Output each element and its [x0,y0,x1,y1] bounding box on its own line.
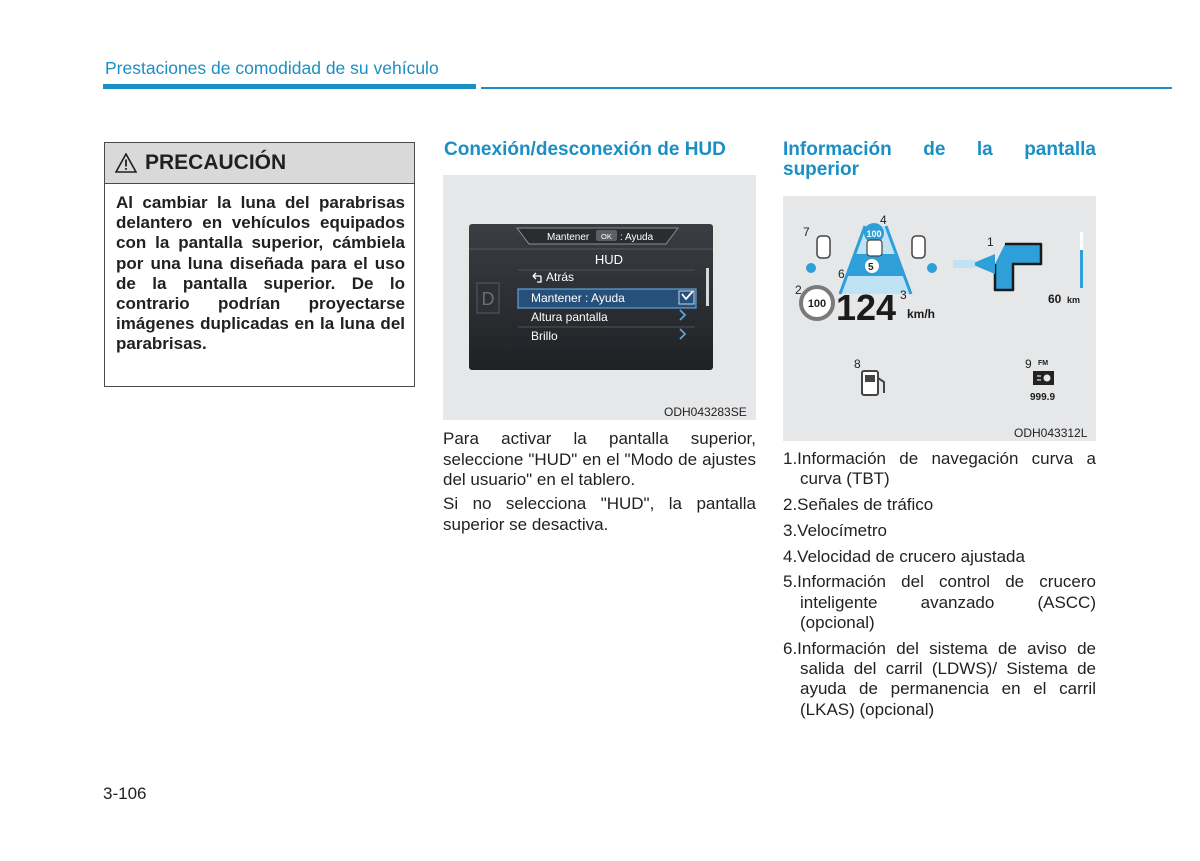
callout-9: 9 [1025,357,1032,371]
paragraph-activate: Para activar la pantalla superior, seleccione "HUD" en el "Modo de ajustes del usuario" en el tablero. [443,429,756,489]
info-heading-line2: superior [783,159,860,180]
menu-item-height: Altura pantalla [531,310,608,324]
list-item: 3.Velocímetro [783,520,887,540]
menu-item-brightness: Brillo [531,329,558,343]
turn-arrow-icon [953,244,1041,290]
header-rule-thick [103,84,476,89]
page-number: 3-106 [103,784,147,803]
blind-spot-left-icon [806,263,816,273]
speed-sign-value: 100 [807,298,827,310]
callout-1: 1 [987,235,994,249]
gear-indicator: D [481,289,495,309]
speed-value: 124 [836,287,897,328]
caution-title: PRECAUCIÓN [145,151,287,174]
figure-code: ODH043283SE [664,405,747,419]
list-item: 6.Información del sistema de aviso de salida del carril (LDWS)/ Sistema de ayuda de permanencia en el carril (LKAS) (opcional) [783,638,1096,719]
hud-heading: Conexión/desconexión de HUD [444,139,726,160]
callout-2: 2 [795,283,802,297]
speed-unit: km/h [907,307,936,321]
distance-unit: km [1067,295,1081,305]
figure-code: ODH043312L [1014,426,1088,440]
callout-3: 3 [900,288,907,302]
list-item: 2.Señales de tráfico [783,495,934,515]
paragraph-deactivate: Si no selecciona "HUD", la pantalla superior se desactiva. [443,494,756,534]
menu-item-back: Atrás [546,270,575,284]
info-list [783,449,1096,726]
hud-settings-illustration [443,175,756,420]
caution-text: Al cambiar la luna del parabrisas delantero en vehículos equipados con la pantalla superior, cámbiela por una luna diseñada para el uso de la pantalla superior. De lo contrario podrían proyectarse imágenes duplicadas en la luna del parabrisas. [116,193,405,354]
ok-label: OK [601,232,612,241]
callout-5: 5 [868,262,874,273]
caution-box [104,142,415,387]
radio-icon [1033,371,1054,385]
list-item: 4.Velocidad de crucero ajustada [783,546,1025,566]
callout-4: 4 [880,213,887,227]
distance-value: 60 [1048,292,1062,306]
section-title: Prestaciones de comodidad de su vehículo [105,58,439,78]
top-bar-label: Mantener [547,232,590,243]
hud-display-figure [783,196,1096,441]
callout-6: 6 [838,267,845,281]
menu-item-keep-help: Mantener : Ayuda [531,291,625,305]
list-item: 5.Información del control de crucero inteligente avanzado (ASCC) (opcional) [783,572,1096,633]
caution-header [105,143,414,184]
callout-7: 7 [803,225,810,239]
top-bar-suffix: : Ayuda [620,232,654,243]
cruise-speed-value: 100 [866,229,882,239]
fuel-pump-icon [862,371,884,395]
radio-band: FM [1038,360,1049,367]
blind-spot-right-icon [927,263,937,273]
radio-frequency: 999.9 [1030,392,1056,403]
info-heading-line1: Información de la pantalla [783,139,1096,160]
menu-title: HUD [594,252,624,267]
hud-settings-figure [443,175,756,420]
hud-display-illustration [783,196,1096,441]
warning-icon [115,153,137,173]
list-item: 1.Información de navegación curva a curva (TBT) [783,449,1096,489]
callout-8: 8 [854,357,861,371]
header-rule-thin [481,87,1172,89]
